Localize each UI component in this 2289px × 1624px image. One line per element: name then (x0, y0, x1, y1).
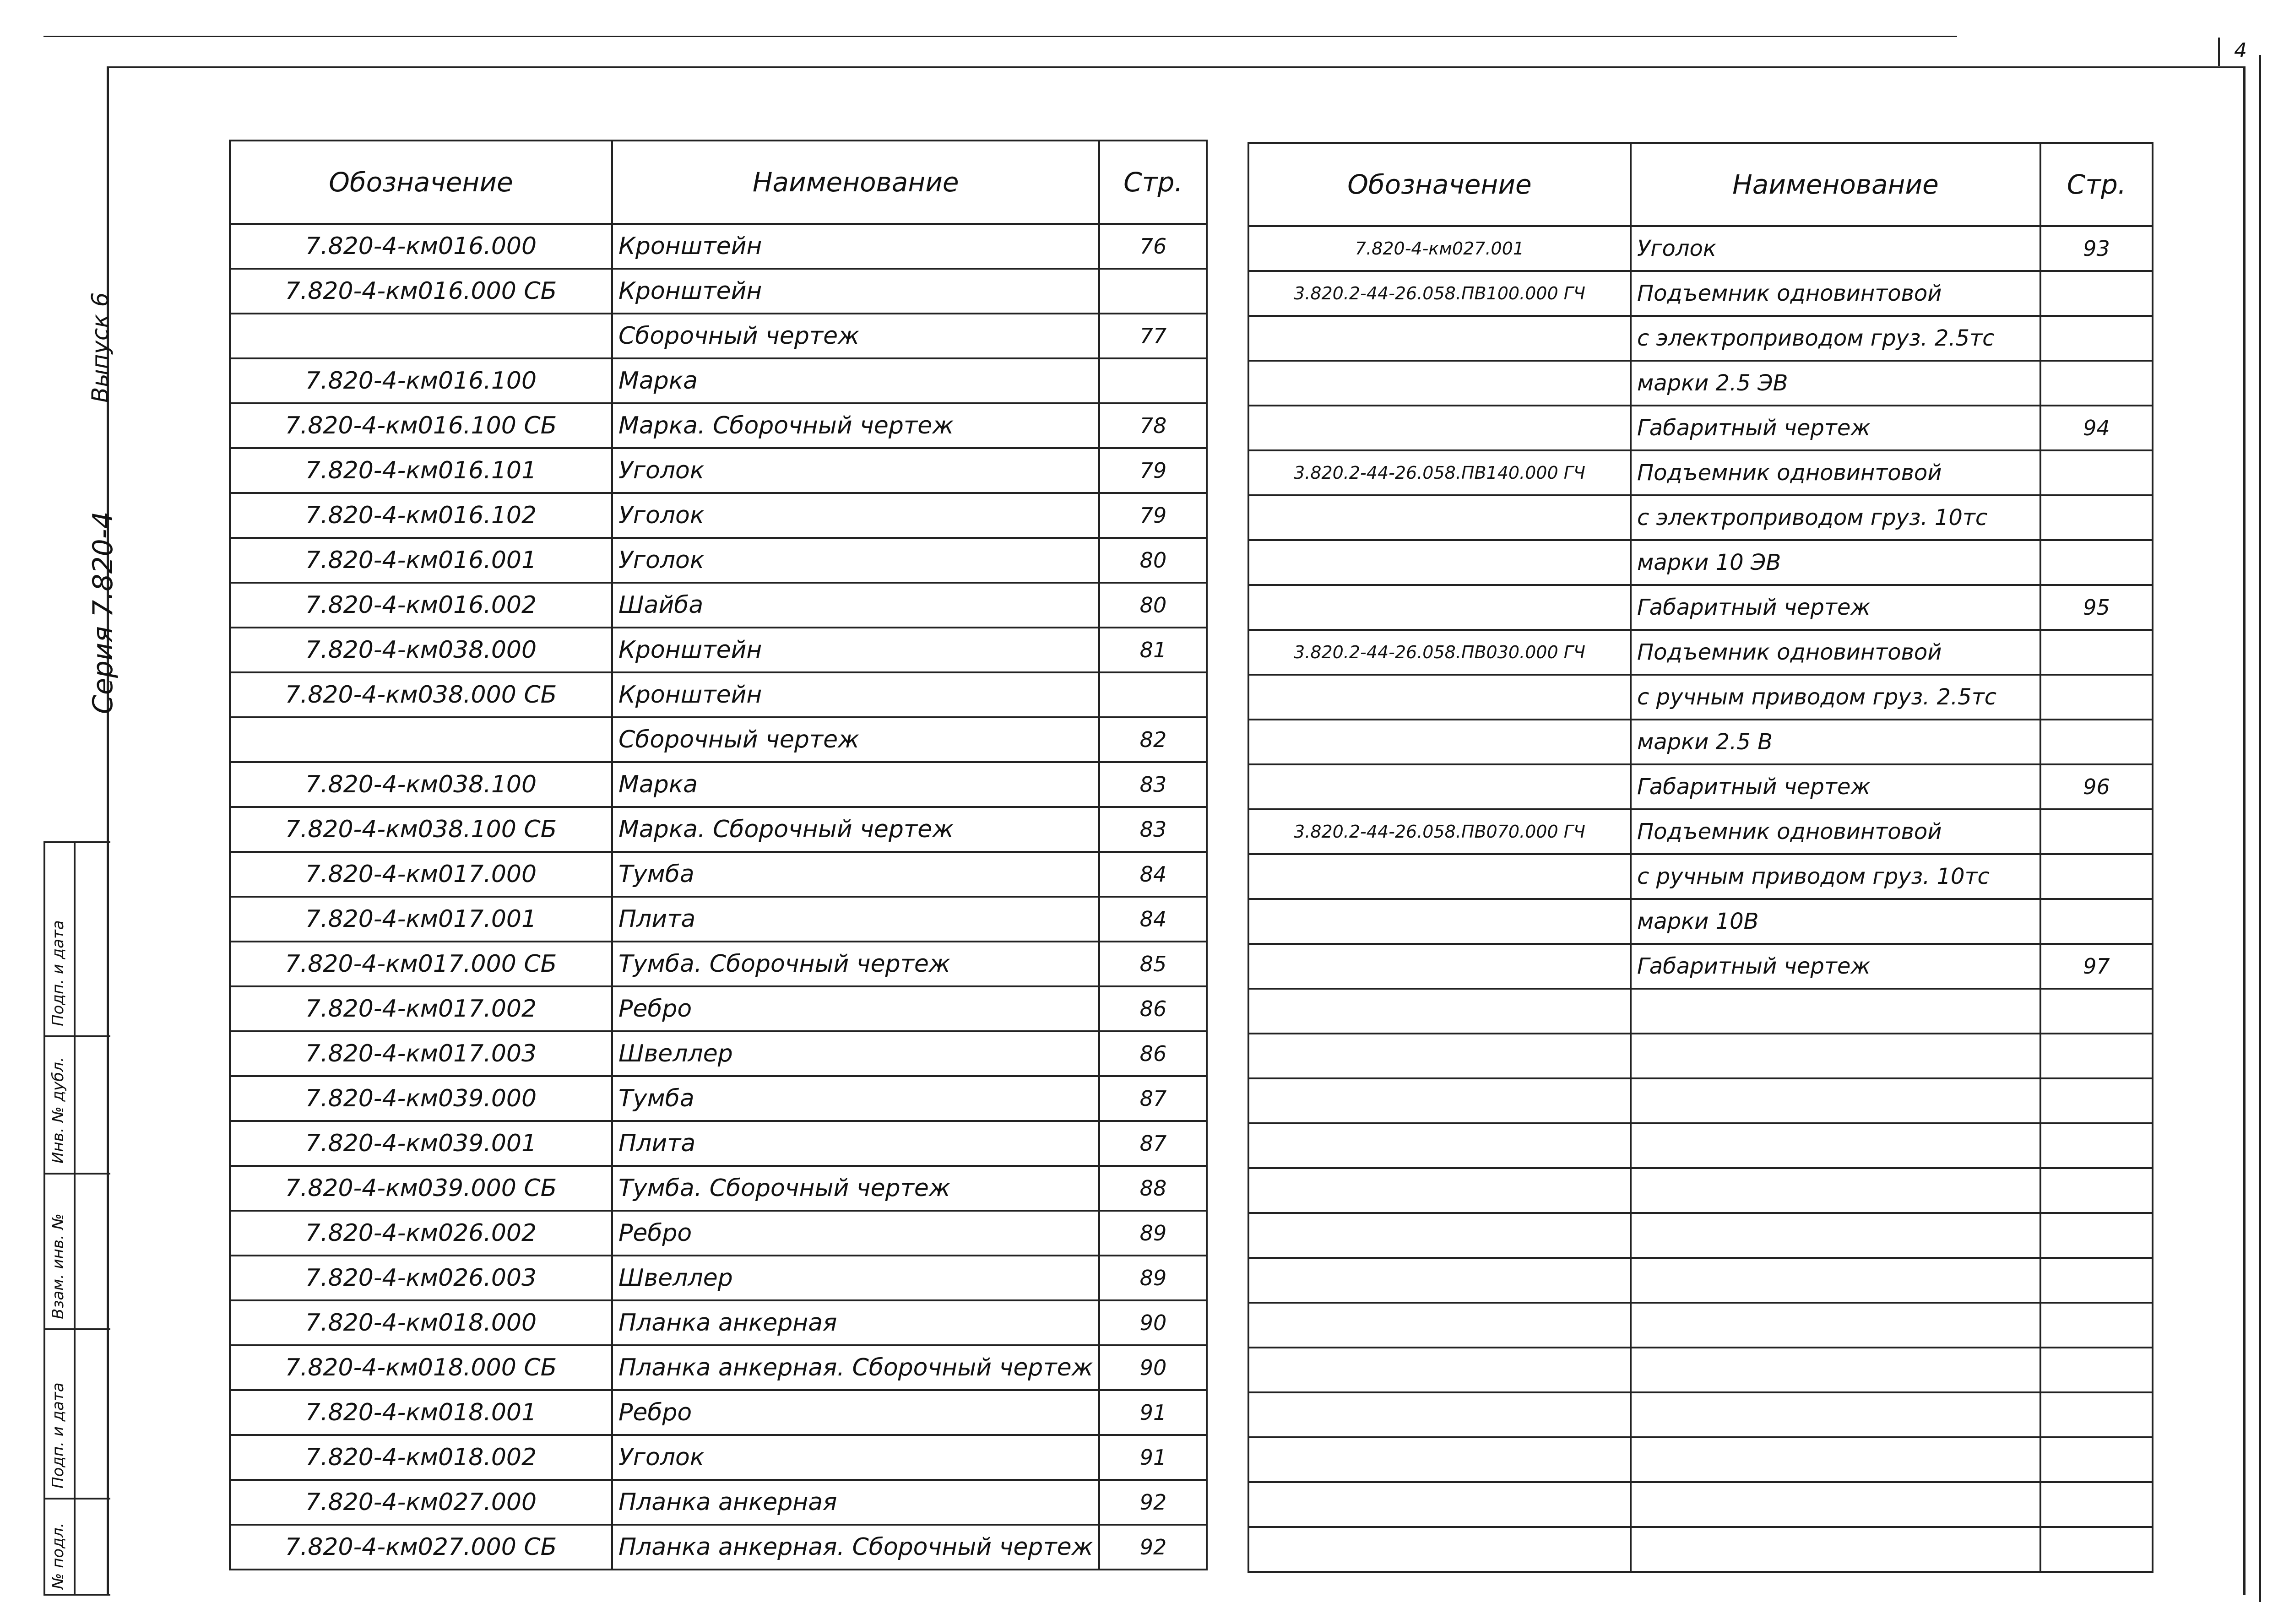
table-row (1248, 1348, 2153, 1392)
cell-code (1248, 1437, 1631, 1482)
approval-stamp (43, 841, 110, 1596)
table-row (1248, 809, 2153, 854)
cell-name: Марка. Сборочный чертеж (612, 403, 1099, 448)
cell-page (2040, 899, 2153, 944)
cell-page: 77 (1099, 314, 1207, 358)
table-row (1248, 1034, 2153, 1078)
frame-top-border (107, 66, 2245, 68)
table-row (230, 1031, 1207, 1076)
cell-name: Ребро (612, 1211, 1099, 1256)
table-row (230, 1166, 1207, 1211)
header-code: Обозначение (1248, 143, 1631, 226)
cell-code: 7.820-4-км038.000 (230, 628, 612, 672)
cell-page (2040, 361, 2153, 406)
cell-code (1248, 1482, 1631, 1527)
stamp-label-sign-date: Подп. и дата (49, 920, 67, 1026)
cell-code: 7.820-4-км016.101 (230, 448, 612, 493)
cell-name: Габаритный чертеж (1631, 944, 2040, 989)
cell-page: 91 (1099, 1435, 1207, 1480)
cell-code: 7.820-4-км017.003 (230, 1031, 612, 1076)
cell-page: 80 (1099, 583, 1207, 628)
cell-code: 7.820-4-км016.102 (230, 493, 612, 538)
cell-name: Марка (612, 358, 1099, 403)
cell-name: с ручным приводом груз. 2.5тс (1631, 675, 2040, 720)
table-row (1248, 1213, 2153, 1258)
cell-name: Марка. Сборочный чертеж (612, 807, 1099, 852)
cell-page: 87 (1099, 1121, 1207, 1166)
cell-code (1248, 1123, 1631, 1168)
cell-code: 3.820.2-44-26.058.ПВ140.000 ГЧ (1248, 450, 1631, 495)
cell-name: Тумба. Сборочный чертеж (612, 1166, 1099, 1211)
table-header-row (230, 141, 1207, 224)
table-row (1248, 450, 2153, 495)
cell-name: Швеллер (612, 1256, 1099, 1300)
table-row (230, 628, 1207, 672)
cell-code: 7.820-4-км017.002 (230, 986, 612, 1031)
cell-name: Габаритный чертеж (1631, 585, 2040, 630)
cell-page (2040, 1482, 2153, 1527)
cell-name: Плита (612, 897, 1099, 942)
right-spec-table (1248, 142, 2153, 1573)
table-row (1248, 630, 2153, 675)
table-row (230, 807, 1207, 852)
cell-name: Уголок (612, 1435, 1099, 1480)
cell-code: 7.820-4-км018.001 (230, 1390, 612, 1435)
cell-code: 7.820-4-км016.001 (230, 538, 612, 583)
table-row (1248, 585, 2153, 630)
table-row (1248, 1123, 2153, 1168)
cell-code (1248, 585, 1631, 630)
cell-name (1631, 1078, 2040, 1123)
cell-code (1248, 361, 1631, 406)
table-row (1248, 1437, 2153, 1482)
cell-name: Кронштейн (612, 269, 1099, 314)
table-row (1248, 720, 2153, 764)
stamp-label-original: № подл. (49, 1522, 67, 1589)
sheet-number: 4 (2234, 39, 2247, 62)
cell-name: марки 2.5 ЭВ (1631, 361, 2040, 406)
cell-code (1248, 1527, 1631, 1572)
cell-page (2040, 1078, 2153, 1123)
cell-code: 7.820-4-км039.000 СБ (230, 1166, 612, 1211)
cell-code: 7.820-4-км018.000 (230, 1300, 612, 1345)
cell-page: 92 (1099, 1480, 1207, 1525)
cell-code: 7.820-4-км017.000 (230, 852, 612, 897)
cell-code: 7.820-4-км016.002 (230, 583, 612, 628)
cell-page (1099, 672, 1207, 717)
cell-page: 86 (1099, 1031, 1207, 1076)
cell-code: 7.820-4-км027.001 (1248, 226, 1631, 271)
cell-code (1248, 1168, 1631, 1213)
cell-code (1248, 1078, 1631, 1123)
cell-name: Тумба. Сборочный чертеж (612, 942, 1099, 986)
cell-name: с электроприводом груз. 10тс (1631, 495, 2040, 540)
cell-page: 97 (2040, 944, 2153, 989)
cell-name: Ребро (612, 986, 1099, 1031)
cell-code (1248, 1303, 1631, 1348)
cell-name (1631, 1034, 2040, 1078)
cell-name: Уголок (612, 448, 1099, 493)
cell-name (1631, 1213, 2040, 1258)
cell-page: 83 (1099, 807, 1207, 852)
cell-page: 84 (1099, 897, 1207, 942)
cell-name: Планка анкерная (612, 1480, 1099, 1525)
cell-code (1248, 1034, 1631, 1078)
cell-page (2040, 720, 2153, 764)
cell-name: Габаритный чертеж (1631, 406, 2040, 450)
cell-code (1248, 1348, 1631, 1392)
cell-name: Тумба (612, 1076, 1099, 1121)
cell-name: Шайба (612, 583, 1099, 628)
table-row (1248, 361, 2153, 406)
table-row (1248, 1258, 2153, 1303)
cell-code (1248, 764, 1631, 809)
table-row (230, 852, 1207, 897)
table-row (1248, 764, 2153, 809)
cell-page (2040, 1168, 2153, 1213)
cell-page (2040, 854, 2153, 899)
cell-name: Марка (612, 762, 1099, 807)
table-row (230, 672, 1207, 717)
cell-code: 7.820-4-км018.000 СБ (230, 1345, 612, 1390)
table-row (1248, 1303, 2153, 1348)
cell-page: 76 (1099, 224, 1207, 269)
table-row (230, 1435, 1207, 1480)
table-row (230, 314, 1207, 358)
cell-code: 7.820-4-км039.000 (230, 1076, 612, 1121)
table-row (1248, 899, 2153, 944)
table-row (1248, 1392, 2153, 1437)
cell-page: 89 (1099, 1256, 1207, 1300)
cell-code: 3.820.2-44-26.058.ПВ030.000 ГЧ (1248, 630, 1631, 675)
cell-name: Подъемник одновинтовой (1631, 450, 2040, 495)
cell-name (1631, 1392, 2040, 1437)
cell-page (2040, 495, 2153, 540)
cell-page (2040, 989, 2153, 1034)
table-row (1248, 316, 2153, 361)
table-row (230, 1211, 1207, 1256)
table-row (230, 1256, 1207, 1300)
cell-name: марки 2.5 В (1631, 720, 2040, 764)
cell-page (2040, 1303, 2153, 1348)
cell-page: 95 (2040, 585, 2153, 630)
cell-name: Кронштейн (612, 224, 1099, 269)
cell-page: 93 (2040, 226, 2153, 271)
sheet-right-edge (2259, 55, 2261, 1602)
cell-page: 81 (1099, 628, 1207, 672)
table-row (1248, 1078, 2153, 1123)
cell-name (1631, 1527, 2040, 1572)
table-row (1248, 226, 2153, 271)
cell-code (1248, 495, 1631, 540)
header-page: Стр. (1099, 141, 1207, 224)
cell-code: 7.820-4-км026.003 (230, 1256, 612, 1300)
cell-code: 7.820-4-км016.000 (230, 224, 612, 269)
table-row (230, 1121, 1207, 1166)
cell-code: 3.820.2-44-26.058.ПВ100.000 ГЧ (1248, 271, 1631, 316)
cell-page: 92 (1099, 1525, 1207, 1570)
cell-code: 7.820-4-км018.002 (230, 1435, 612, 1480)
cell-name: Тумба (612, 852, 1099, 897)
cell-code: 7.820-4-км016.100 (230, 358, 612, 403)
cell-name (1631, 1303, 2040, 1348)
cell-page (2040, 1123, 2153, 1168)
table-row (1248, 1168, 2153, 1213)
cell-page: 88 (1099, 1166, 1207, 1211)
cell-name: Кронштейн (612, 672, 1099, 717)
cell-name: Подъемник одновинтовой (1631, 271, 2040, 316)
cell-code: 7.820-4-км027.000 СБ (230, 1525, 612, 1570)
table-row (1248, 675, 2153, 720)
table-row (230, 1300, 1207, 1345)
cell-page: 84 (1099, 852, 1207, 897)
cell-name (1631, 1168, 2040, 1213)
header-page: Стр. (2040, 143, 2153, 226)
cell-page (2040, 316, 2153, 361)
table-row (230, 1525, 1207, 1570)
cell-page (2040, 630, 2153, 675)
table-row (1248, 944, 2153, 989)
cell-page (2040, 1034, 2153, 1078)
table-row (1248, 271, 2153, 316)
cell-code: 3.820.2-44-26.058.ПВ070.000 ГЧ (1248, 809, 1631, 854)
cell-code: 7.820-4-км038.100 (230, 762, 612, 807)
header-name: Наименование (612, 141, 1099, 224)
table-row (230, 1345, 1207, 1390)
stamp-row-divider (45, 1035, 110, 1037)
cell-code (1248, 1392, 1631, 1437)
series-label: Серия 7.820-4 (87, 511, 119, 714)
cell-code (1248, 944, 1631, 989)
cell-code: 7.820-4-км016.000 СБ (230, 269, 612, 314)
stamp-label-dup-inv: Инв. № дубл. (49, 1057, 67, 1164)
cell-name: Плита (612, 1121, 1099, 1166)
cell-page: 94 (2040, 406, 2153, 450)
stamp-row-divider (45, 1173, 110, 1175)
cell-page: 80 (1099, 538, 1207, 583)
cell-name: марки 10 ЭВ (1631, 540, 2040, 585)
cell-code: 7.820-4-км026.002 (230, 1211, 612, 1256)
table-row (230, 986, 1207, 1031)
table-row (230, 897, 1207, 942)
cell-name: Подъемник одновинтовой (1631, 809, 2040, 854)
stamp-row-divider (45, 1328, 110, 1330)
cell-page: 79 (1099, 493, 1207, 538)
issue-label: Выпуск 6 (87, 292, 114, 403)
cell-code (1248, 899, 1631, 944)
cell-code (230, 717, 612, 762)
left-spec-table (229, 140, 1208, 1570)
stamp-label-replace-inv: Взам. инв. № (49, 1213, 67, 1319)
cell-page: 79 (1099, 448, 1207, 493)
top-rule (43, 36, 1957, 37)
cell-code: 7.820-4-км039.001 (230, 1121, 612, 1166)
stamp-label-sign-date-2: Подп. и дата (49, 1382, 67, 1489)
cell-page: 82 (1099, 717, 1207, 762)
table-row (230, 224, 1207, 269)
cell-code (1248, 540, 1631, 585)
cell-page (2040, 1348, 2153, 1392)
table-row (230, 448, 1207, 493)
stamp-row-divider (45, 1498, 110, 1499)
cell-page (2040, 1213, 2153, 1258)
table-row (230, 1480, 1207, 1525)
cell-code (1248, 1213, 1631, 1258)
stamp-divider (74, 843, 76, 1594)
cell-name: Сборочный чертеж (612, 717, 1099, 762)
cell-code (230, 314, 612, 358)
cell-name: с ручным приводом груз. 10тс (1631, 854, 2040, 899)
cell-name: Уголок (612, 493, 1099, 538)
cell-name: Швеллер (612, 1031, 1099, 1076)
header-name: Наименование (1631, 143, 2040, 226)
cell-page (2040, 1437, 2153, 1482)
table-row (1248, 989, 2153, 1034)
header-code: Обозначение (230, 141, 612, 224)
cell-name: марки 10В (1631, 899, 2040, 944)
cell-name (1631, 1482, 2040, 1527)
table-row (230, 358, 1207, 403)
cell-code (1248, 316, 1631, 361)
cell-code: 7.820-4-км038.100 СБ (230, 807, 612, 852)
cell-page: 85 (1099, 942, 1207, 986)
cell-code: 7.820-4-км027.000 (230, 1480, 612, 1525)
cell-name (1631, 1123, 2040, 1168)
cell-page: 90 (1099, 1345, 1207, 1390)
cell-page: 89 (1099, 1211, 1207, 1256)
cell-page (1099, 269, 1207, 314)
cell-page: 87 (1099, 1076, 1207, 1121)
frame-right-border (2243, 66, 2246, 1595)
table-row (230, 762, 1207, 807)
cell-name (1631, 989, 2040, 1034)
cell-page (2040, 809, 2153, 854)
table-row (230, 403, 1207, 448)
cell-code (1248, 406, 1631, 450)
cell-page (2040, 271, 2153, 316)
table-row (230, 1076, 1207, 1121)
cell-code (1248, 1258, 1631, 1303)
table-row (230, 583, 1207, 628)
table-row (230, 942, 1207, 986)
cell-page: 86 (1099, 986, 1207, 1031)
cell-page (2040, 1527, 2153, 1572)
cell-name: Ребро (612, 1390, 1099, 1435)
table-row (230, 493, 1207, 538)
table-row (230, 269, 1207, 314)
cell-page (1099, 358, 1207, 403)
cell-page (2040, 675, 2153, 720)
table-row (1248, 406, 2153, 450)
cell-page (2040, 450, 2153, 495)
cell-name: Планка анкерная. Сборочный чертеж (612, 1345, 1099, 1390)
table-row (230, 538, 1207, 583)
cell-name: Кронштейн (612, 628, 1099, 672)
cell-code: 7.820-4-км017.000 СБ (230, 942, 612, 986)
cell-page: 83 (1099, 762, 1207, 807)
cell-code: 7.820-4-км038.000 СБ (230, 672, 612, 717)
table-row (1248, 1527, 2153, 1572)
cell-page (2040, 1258, 2153, 1303)
cell-code (1248, 854, 1631, 899)
cell-name: Габаритный чертеж (1631, 764, 2040, 809)
table-header-row (1248, 143, 2153, 226)
cell-code (1248, 675, 1631, 720)
cell-code (1248, 989, 1631, 1034)
table-row (1248, 1482, 2153, 1527)
cell-name (1631, 1348, 2040, 1392)
cell-name: Подъемник одновинтовой (1631, 630, 2040, 675)
cell-name: Уголок (612, 538, 1099, 583)
cell-page: 90 (1099, 1300, 1207, 1345)
table-row (230, 1390, 1207, 1435)
cell-code: 7.820-4-км017.001 (230, 897, 612, 942)
table-row (1248, 495, 2153, 540)
cell-page: 91 (1099, 1390, 1207, 1435)
cell-name (1631, 1437, 2040, 1482)
table-row (1248, 854, 2153, 899)
cell-name: Планка анкерная (612, 1300, 1099, 1345)
cell-name: Уголок (1631, 226, 2040, 271)
cell-name (1631, 1258, 2040, 1303)
cell-page: 96 (2040, 764, 2153, 809)
cell-page: 78 (1099, 403, 1207, 448)
cell-code: 7.820-4-км016.100 СБ (230, 403, 612, 448)
table-row (230, 717, 1207, 762)
cell-name: с электроприводом груз. 2.5тс (1631, 316, 2040, 361)
cell-name: Планка анкерная. Сборочный чертеж (612, 1525, 1099, 1570)
cell-name: Сборочный чертеж (612, 314, 1099, 358)
table-row (1248, 540, 2153, 585)
cell-code (1248, 720, 1631, 764)
cell-page (2040, 1392, 2153, 1437)
cell-page (2040, 540, 2153, 585)
